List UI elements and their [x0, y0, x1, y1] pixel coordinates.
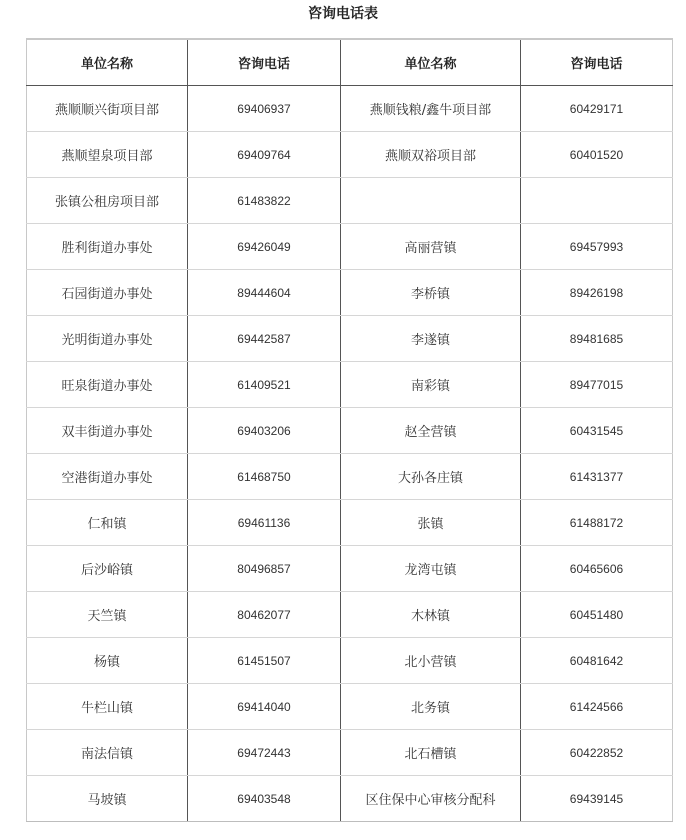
phone-right-cell: 60431545	[521, 408, 673, 454]
unit-name-right-cell: 燕顺双裕项目部	[341, 132, 521, 178]
phone-left-cell: 89444604	[188, 270, 341, 316]
phone-right-cell: 60401520	[521, 132, 673, 178]
phone-left-cell: 69461136	[188, 500, 341, 546]
phone-right-cell: 60451480	[521, 592, 673, 638]
phone-right-cell: 61488172	[521, 500, 673, 546]
unit-name-left-cell: 双丰街道办事处	[27, 408, 188, 454]
phone-right-cell: 60422852	[521, 730, 673, 776]
table-row	[27, 178, 673, 224]
unit-name-left-cell: 后沙峪镇	[27, 546, 188, 592]
phone-left-cell: 80462077	[188, 592, 341, 638]
phone-right-cell: 89481685	[521, 316, 673, 362]
header-phone-left: 咨询电话	[188, 39, 341, 86]
phone-right-cell: 61431377	[521, 454, 673, 500]
unit-name-right-cell: 高丽营镇	[341, 224, 521, 270]
contact-table	[26, 38, 673, 822]
table-row	[27, 454, 673, 500]
header-phone-right: 咨询电话	[521, 39, 673, 86]
table-row	[27, 86, 673, 132]
unit-name-right-cell: 北石槽镇	[341, 730, 521, 776]
unit-name-right-cell: 北小营镇	[341, 638, 521, 684]
table-row	[27, 684, 673, 730]
phone-right-cell: 60481642	[521, 638, 673, 684]
table-title: 咨询电话表	[308, 6, 378, 22]
table-row	[27, 500, 673, 546]
table-row	[27, 270, 673, 316]
unit-name-right-cell: 李桥镇	[341, 270, 521, 316]
table-row	[27, 224, 673, 270]
phone-left-cell: 69442587	[188, 316, 341, 362]
table-row	[27, 776, 673, 822]
phone-left-cell: 61409521	[188, 362, 341, 408]
unit-name-left-cell: 光明街道办事处	[27, 316, 188, 362]
table-row	[27, 408, 673, 454]
phone-right-cell	[521, 178, 673, 224]
unit-name-left-cell: 燕顺顺兴街项目部	[27, 86, 188, 132]
unit-name-left-cell: 马坡镇	[27, 776, 188, 822]
unit-name-left-cell: 杨镇	[27, 638, 188, 684]
phone-left-cell: 69406937	[188, 86, 341, 132]
header-row	[27, 39, 673, 86]
phone-left-cell: 80496857	[188, 546, 341, 592]
phone-right-cell: 60429171	[521, 86, 673, 132]
phone-left-cell: 61451507	[188, 638, 341, 684]
table-row	[27, 730, 673, 776]
table-row	[27, 638, 673, 684]
phone-left-cell: 69472443	[188, 730, 341, 776]
unit-name-left-cell: 张镇公租房项目部	[27, 178, 188, 224]
unit-name-right-cell: 大孙各庄镇	[341, 454, 521, 500]
unit-name-right-cell	[341, 178, 521, 224]
phone-left-cell: 69403548	[188, 776, 341, 822]
unit-name-left-cell: 南法信镇	[27, 730, 188, 776]
unit-name-right-cell: 南彩镇	[341, 362, 521, 408]
table-row	[27, 132, 673, 178]
phone-left-cell: 69409764	[188, 132, 341, 178]
table-row	[27, 362, 673, 408]
table-row	[27, 546, 673, 592]
header-unit-name-right: 单位名称	[341, 39, 521, 86]
unit-name-right-cell: 木林镇	[341, 592, 521, 638]
unit-name-right-cell: 区住保中心审核分配科	[341, 776, 521, 822]
table-row	[27, 592, 673, 638]
phone-right-cell: 69457993	[521, 224, 673, 270]
unit-name-right-cell: 赵全营镇	[341, 408, 521, 454]
unit-name-left-cell: 燕顺望泉项目部	[27, 132, 188, 178]
table-row	[27, 316, 673, 362]
unit-name-left-cell: 胜利街道办事处	[27, 224, 188, 270]
phone-right-cell: 60465606	[521, 546, 673, 592]
phone-left-cell: 69403206	[188, 408, 341, 454]
unit-name-left-cell: 石园街道办事处	[27, 270, 188, 316]
unit-name-right-cell: 北务镇	[341, 684, 521, 730]
table-body	[27, 86, 673, 822]
unit-name-right-cell: 李遂镇	[341, 316, 521, 362]
unit-name-left-cell: 天竺镇	[27, 592, 188, 638]
phone-right-cell: 89477015	[521, 362, 673, 408]
phone-right-cell: 69439145	[521, 776, 673, 822]
unit-name-right-cell: 燕顺钱粮/鑫牛项目部	[341, 86, 521, 132]
phone-left-cell: 61483822	[188, 178, 341, 224]
unit-name-left-cell: 仁和镇	[27, 500, 188, 546]
unit-name-left-cell: 空港街道办事处	[27, 454, 188, 500]
phone-left-cell: 69414040	[188, 684, 341, 730]
phone-right-cell: 61424566	[521, 684, 673, 730]
phone-left-cell: 69426049	[188, 224, 341, 270]
phone-left-cell: 61468750	[188, 454, 341, 500]
unit-name-left-cell: 旺泉街道办事处	[27, 362, 188, 408]
phone-right-cell: 89426198	[521, 270, 673, 316]
unit-name-left-cell: 牛栏山镇	[27, 684, 188, 730]
unit-name-right-cell: 张镇	[341, 500, 521, 546]
unit-name-right-cell: 龙湾屯镇	[341, 546, 521, 592]
header-unit-name-left: 单位名称	[27, 39, 188, 86]
